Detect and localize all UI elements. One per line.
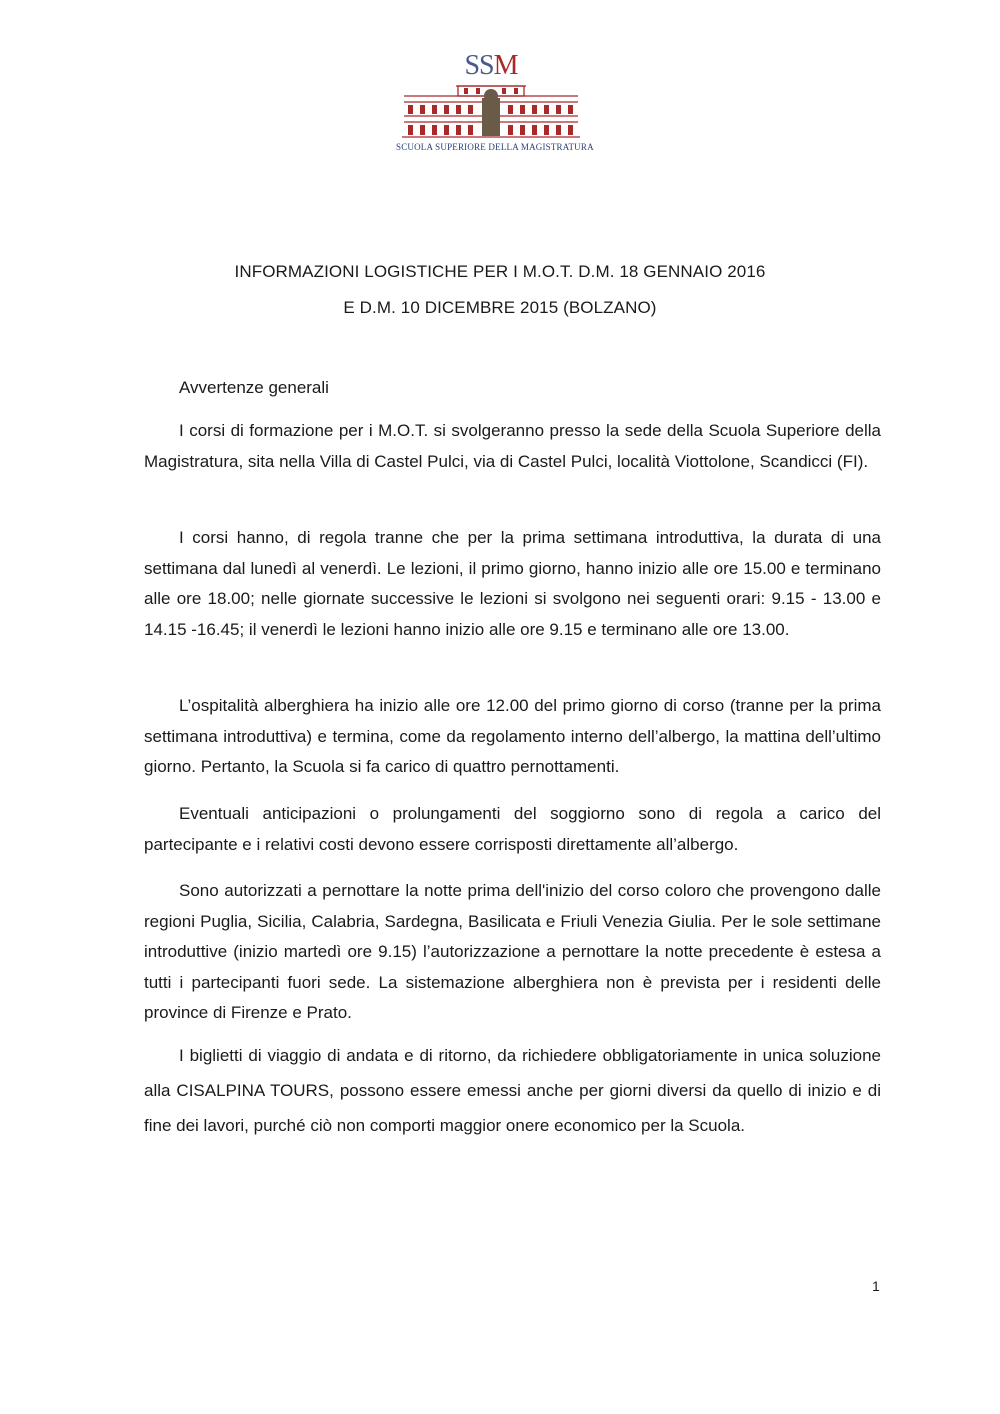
logo-caption: SCUOLA SUPERIORE DELLA MAGISTRATURA <box>396 142 594 152</box>
villa-building-icon <box>396 82 586 140</box>
paragraph-course-location: I corsi di formazione per i M.O.T. si svolgeranno presso la sede della Scuola Superiore della Magistratura, sita nella Villa di Castel Pulci, via di Castel Pulci, località Viottolone, Scandicci (FI). <box>144 421 881 471</box>
document-title-line-2: E D.M. 10 DICEMBRE 2015 (BOLZANO) <box>343 298 657 317</box>
paragraph-stay-extensions: Eventuali anticipazioni o prolungamenti del soggiorno sono di regola a carico del partecipante e i relativi costi devono essere corrisposti direttamente all’albergo. <box>144 804 881 854</box>
paragraph-hotel-hospitality: L’ospitalità alberghiera ha inizio alle ore 12.00 del primo giorno di corso (tranne per la prima settimana introduttiva) e termina, come da regolamento interno dell’albergo, la mattina dell’ultimo giorno. Pertanto, la Scuola si fa carico di quattro pernottamenti. <box>144 696 881 776</box>
ssm-logo <box>396 50 594 158</box>
document-title-line-1: INFORMAZIONI LOGISTICHE PER I M.O.T. D.M. 18 GENNAIO 2016 <box>234 262 766 281</box>
logo-acronym <box>396 50 586 82</box>
page-number: 1 <box>872 1278 880 1294</box>
section-heading: Avvertenze generali <box>179 378 329 397</box>
paragraph-course-schedule: I corsi hanno, di regola tranne che per la prima settimana introduttiva, la durata di una settimana dal lunedì al venerdì. Le lezioni, il primo giorno, hanno inizio alle ore 15.00 e terminano alle ore 18.00; nelle giornate successive le lezioni si svolgono nei seguenti orari: 9.15 - 13.00 e 14.15 -16.45; il venerdì le lezioni hanno inizio alle ore 9.15 e terminano alle ore 13.00. <box>144 528 881 639</box>
logo-acronym-red: M <box>493 50 518 81</box>
paragraph-overnight-authorization: Sono autorizzati a pernottare la notte prima dell'inizio del corso coloro che provengono dalle regioni Puglia, Sicilia, Calabria, Sardegna, Basilicata e Friuli Venezia Giulia. Per le sole settimane introduttive (inizio martedì ore 9.15) l’autorizzazione a pernottare la notte precedente è estesa a tutti i partecipanti fuori sede. La sistemazione alberghiera non è prevista per i residenti delle province di Firenze e Prato. <box>144 881 881 1022</box>
paragraph-travel-tickets: I biglietti di viaggio di andata e di ritorno, da richiedere obbligatoriamente in unica soluzione alla CISALPINA TOURS, possono essere emessi anche per giorni diversi da quello di inizio e di fine dei lavori, purché ciò non comporti maggior onere economico per la Scuola. <box>144 1046 881 1135</box>
logo-acronym-blue: SS <box>464 50 494 81</box>
